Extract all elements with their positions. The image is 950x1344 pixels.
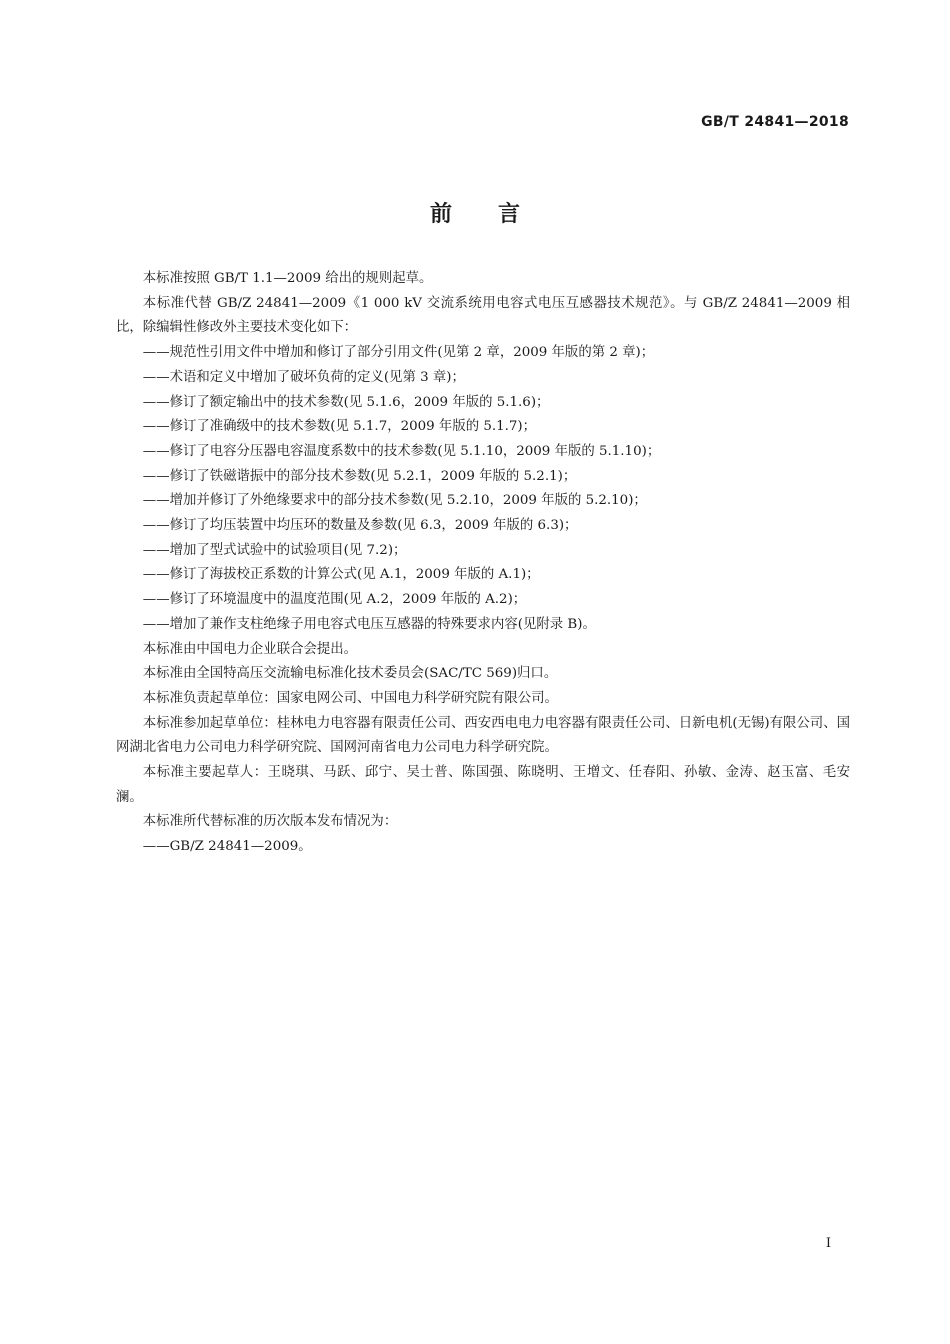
change-item: ——修订了铁磁谐振中的部分技术参数(见 5.2.1，2009 年版的 5.2.1)； — [142, 468, 577, 484]
standard-code: GB/T 24841—2018 — [701, 114, 849, 130]
change-item: ——规范性引用文件中增加和修订了部分引用文件(见第 2 章，2009 年版的第 2 章)； — [142, 345, 655, 361]
paragraph-centralized: 本标准由全国特高压交流输电标准化技术委员会(SAC/TC 569)归口。 — [142, 666, 558, 682]
version-item: ——GB/Z 24841—2009。 — [142, 839, 312, 855]
change-item: ——修订了电容分压器电容温度系数中的技术参数(见 5.1.10，2009 年版的 5.1.10)； — [142, 443, 661, 459]
change-item: ——增加了兼作支柱绝缘子用电容式电压互感器的特殊要求内容(见附录 B)。 — [142, 616, 596, 632]
change-item: ——术语和定义中增加了破坏负荷的定义(见第 3 章)； — [142, 369, 465, 385]
change-item: ——增加并修订了外绝缘要求中的部分技术参数(见 5.2.10，2009 年版的 5.2.10)； — [142, 493, 647, 509]
paragraph-replaces: 本标准代替 GB/Z 24841—2009《1 000 kV 交流系统用电容式电压互感器技术规范》。与 GB/Z 24841—2009 相比，除编辑性修改外主要技术变化如下： — [116, 295, 850, 336]
change-item: ——修订了准确级中的技术参数(见 5.1.7，2009 年版的 5.1.7)； — [142, 419, 537, 435]
paragraph-main-drafters: 本标准主要起草人：王晓琪、马跃、邱宁、吴士普、陈国强、陈晓明、王增文、任春阳、孙敏、金涛、赵玉富、毛安澜。 — [116, 765, 850, 805]
page-title: 前言 — [429, 202, 566, 227]
paragraph-proposer: 本标准由中国电力企业联合会提出。 — [142, 641, 358, 657]
paragraph-drafting-rules: 本标准按照 GB/T 1.1—2009 给出的规则起草。 — [142, 271, 433, 286]
page-number: I — [825, 1236, 831, 1251]
change-item: ——修订了额定输出中的技术参数(见 5.1.6，2009 年版的 5.1.6)； — [142, 394, 550, 410]
change-item: ——修订了海拔校正系数的计算公式(见 A.1，2009 年版的 A.1)； — [142, 567, 540, 583]
change-item: ——修订了均压装置中均压环的数量及参数(见 6.3，2009 年版的 6.3)； — [142, 518, 578, 534]
change-item: ——增加了型式试验中的试验项目(见 7.2)； — [142, 542, 407, 558]
paragraph-lead-drafters: 本标准负责起草单位：国家电网公司、中国电力科学研究院有限公司。 — [142, 690, 558, 706]
paragraph-participating-drafters: 本标准参加起草单位：桂林电力电容器有限责任公司、西安西电电力电容器有限责任公司、日新电机(无锡)有限公司、国网湖北省电力公司电力科学研究院、国网河南省电力公司电力科学研究院。 — [116, 715, 850, 756]
change-item: ——修订了环境温度中的温度范围(见 A.2，2009 年版的 A.2)； — [142, 592, 527, 608]
paragraph-version-history: 本标准所代替标准的历次版本发布情况为： — [142, 814, 398, 830]
foreword-body — [116, 267, 850, 860]
